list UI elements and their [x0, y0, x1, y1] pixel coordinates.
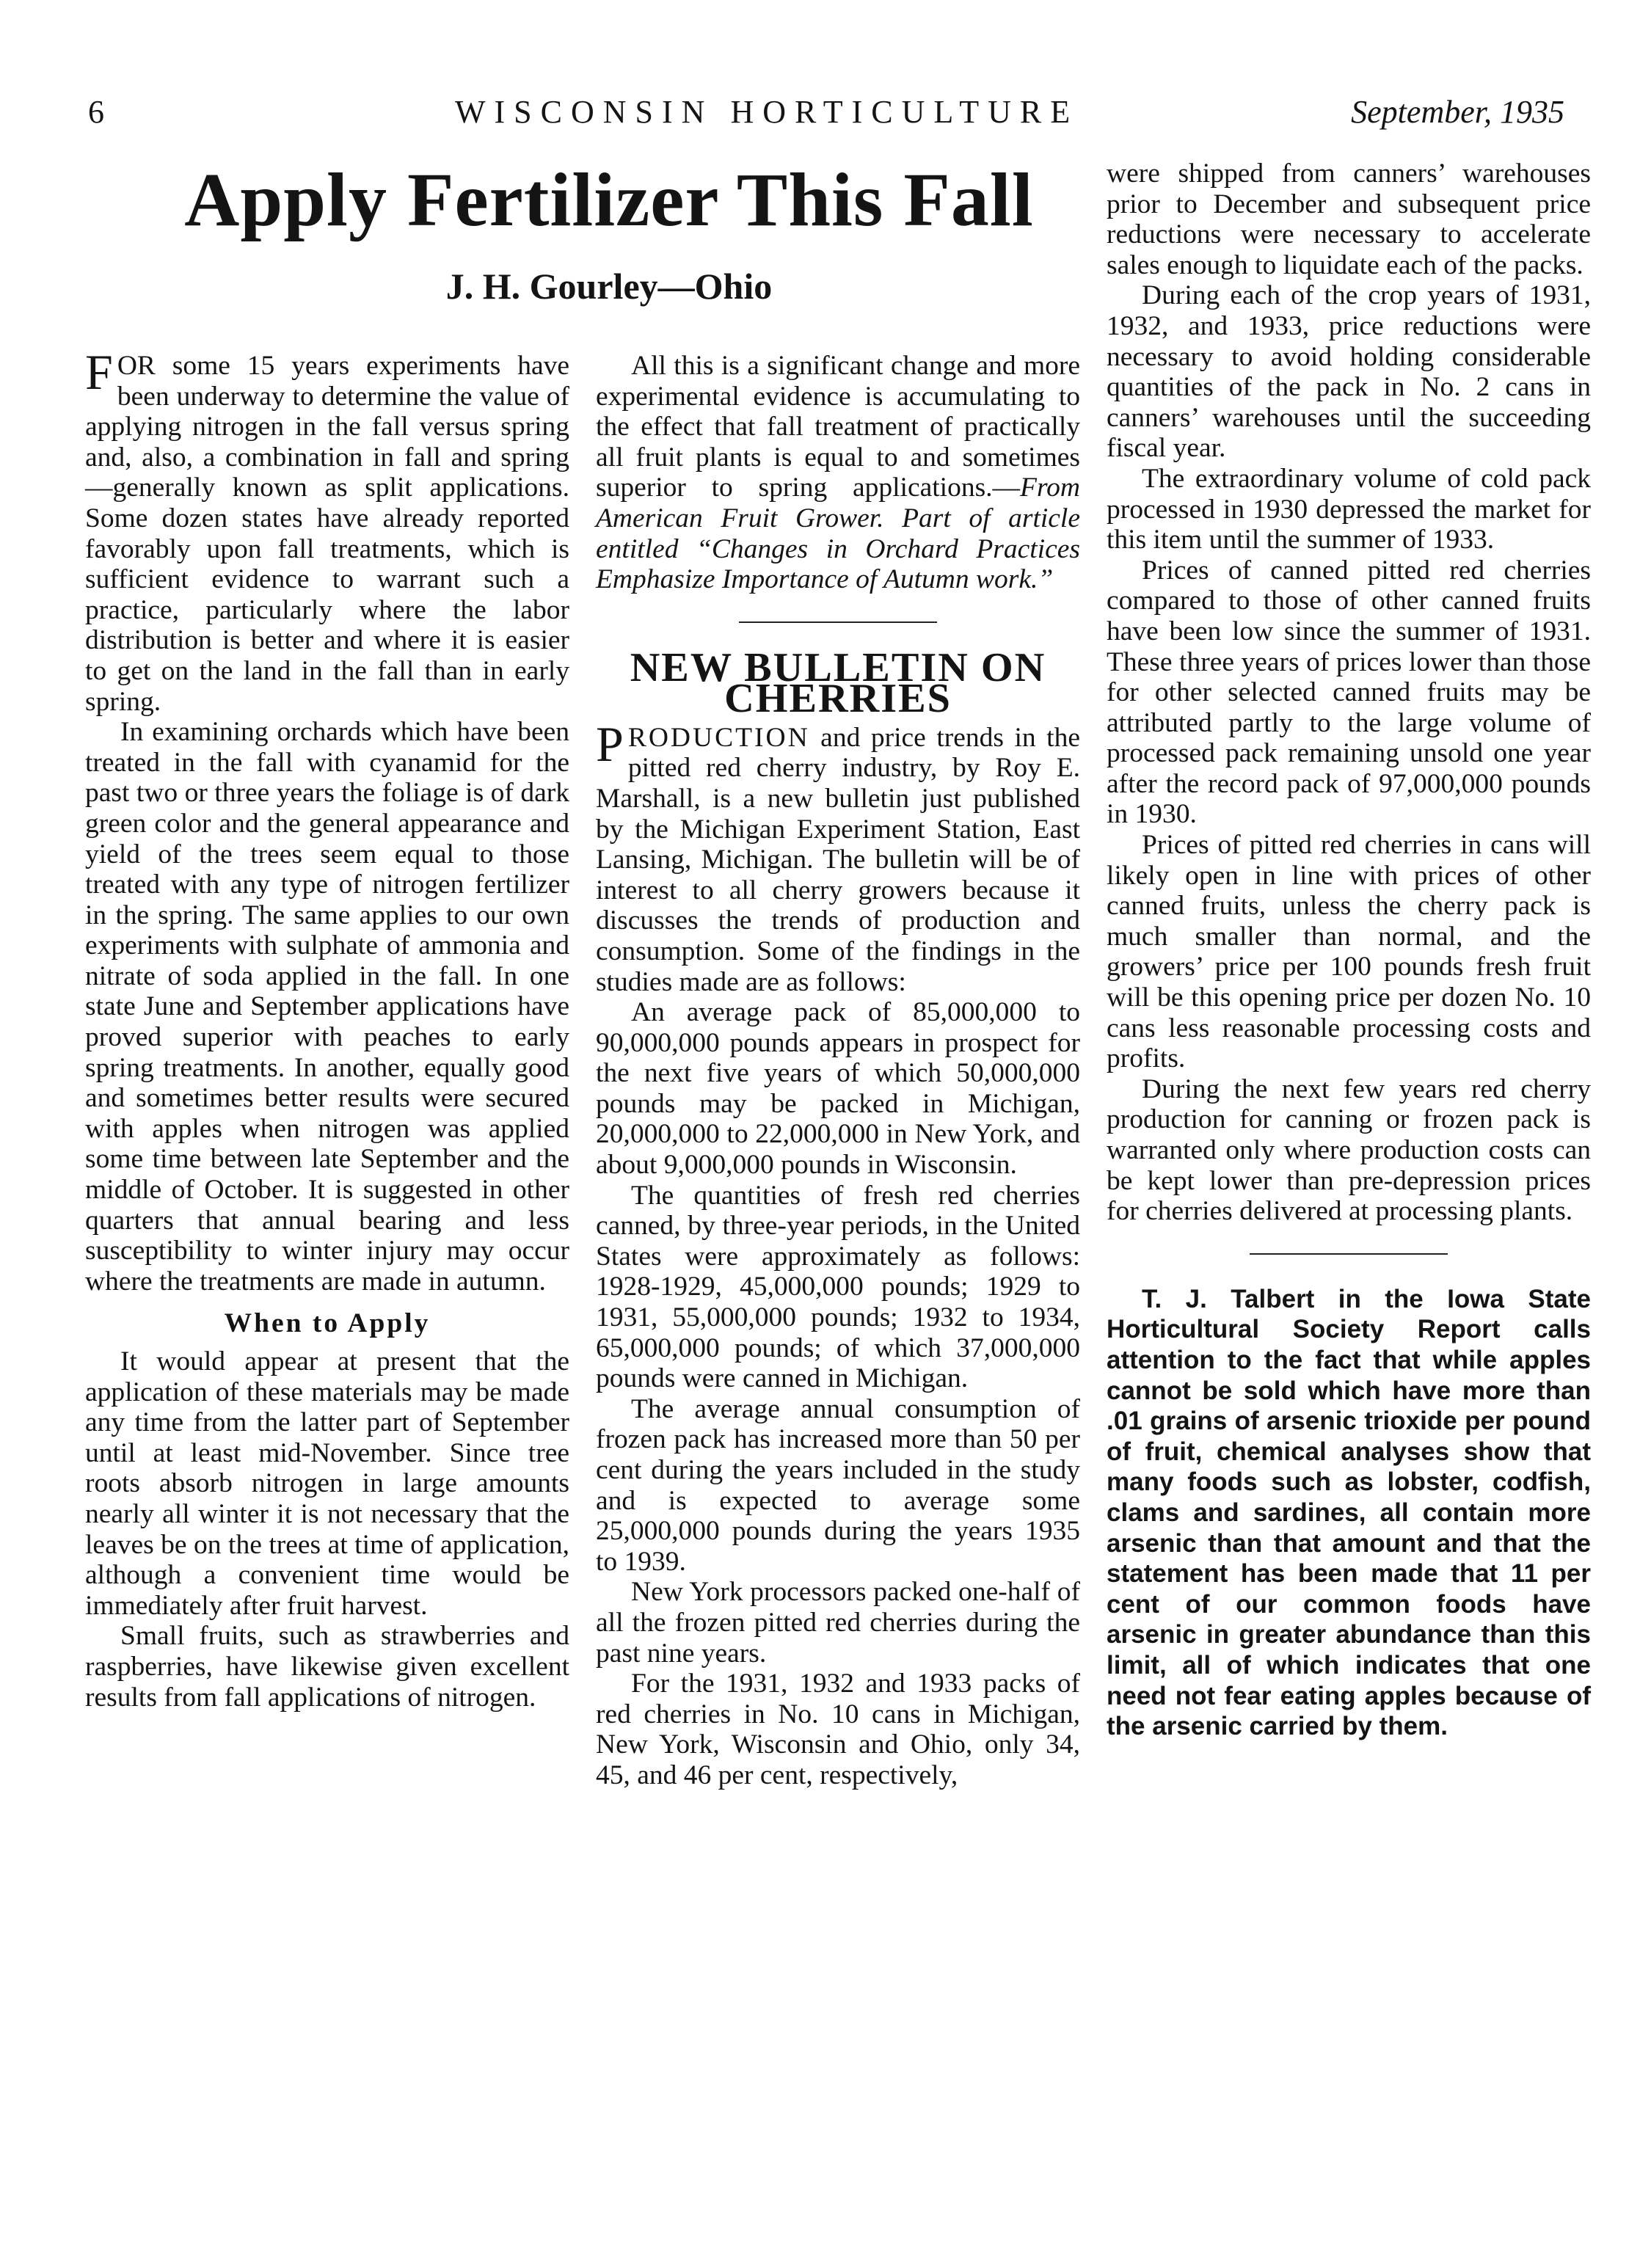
bulletin-paragraph-1 [596, 715, 1080, 997]
bulletin-paragraph-7: During each of the crop years of 1931, 1932, and 1933, price reductions were necessary to avoid holding considerable quantities of the pack in No. 2 cans in canners’ warehouses until the succeeding fiscal year. [1107, 280, 1591, 464]
bulletin-paragraph-6: For the 1931, 1932 and 1933 packs of red cherries in No. 10 cans in Michigan, New York, Wisconsin and Ohio, only 34, 45, and 46 per cent, respectively, [596, 1669, 1080, 1790]
drop-cap: F [85, 344, 113, 400]
bulletin-paragraph-8: The extraordinary volume of cold pack processed in 1930 depressed the market for this item until the summer of 1933. [1107, 463, 1591, 555]
bulletin-paragraph-9: Prices of canned pitted red cherries compared to those of other canned fruits have been low since the summer of 1931. These three years of prices lower than those for other selected canned fruits may be attributed partly to the large volume of processed pack remaining unsold one year after the record pack of 97,000,000 pounds in 1930. [1107, 555, 1591, 830]
bulletin-paragraph-3: The quantities of fresh red cherries canned, by three-year periods, in the United States were approximately as follows: 1928-1929, 45,000,000 pounds; 1929 to 1931, 55,000,000 pounds; 1932 to 1934, 65,000,000 pounds; of which 37,000,000 pounds were canned in Michigan. [596, 1180, 1080, 1394]
article-paragraph-2: In examining orchards which have been treated in the fall with cyanamid for the past two or three years the foliage is of dark green color and the general appearance and yield of the trees seem equal to those treated with any type of nitrogen fertilizer in the spring. The same applies to our own experiments with sulphate of ammonia and nitrate of soda applied in the fall. In one state June and September applications have proved superior with peaches to early spring treatments. In another, equally good and sometimes better results were secured with apples when nitrogen was applied some time between late September and the middle of October. It is suggested in other quarters that annual bearing and less susceptibility to winter injury may occur where the treatments are made in autumn. [85, 717, 569, 1297]
article-paragraph-5-text: All this is a significant change and more experimental evidence is accumulating to the effect that fall treatment of practically all fruit plants is equal to and sometimes superior to spring applications.— [596, 351, 1080, 503]
article-paragraph-1-text: OR some 15 years experiments have been underway to determine the value of applying nitrogen in the fall versus spring and, also, a combination in fall and spring—generally known as split applications. Some dozen states have already reported favorably upon fall treatments, which is sufficient evidence to warrant such a practice, particularly where the labor distribution is better and where it is easier to get on the land in the fall than in early spring. [85, 351, 569, 717]
article-source-credit: From American Fruit Grower. Part of article entitled “Changes in Orchard Practices Emphasize Importance of Autumn work.” [596, 473, 1080, 595]
column-1 [85, 344, 569, 1713]
article-headline: Apply Fertilizer This Fall [184, 158, 1034, 242]
drop-cap: P [596, 715, 624, 772]
bulletin-paragraph-11: During the next few years red cherry production for canning or frozen pack is warranted only where production costs can be kept lower than pre-depression prices for cherries delivered at processing plants. [1107, 1073, 1591, 1227]
bulletin-paragraph-5: New York processors packed one-half of all the frozen pitted red cherries during the past nine years. [596, 1577, 1080, 1669]
article-paragraph-3: It would appear at present that the application of these materials may be made any time from the latter part of September until at least mid-November. Since tree roots absorb nitrogen in large amounts nearly all winter it is not necessary that the leaves be on the trees at time of application, although a convenient time would be immediately after fruit harvest. [85, 1346, 569, 1621]
article-paragraph-4: Small fruits, such as strawberries and raspberries, have likewise given excellent results from fall applications of nitrogen. [85, 1621, 569, 1713]
section-subhead: When to Apply [224, 1308, 431, 1339]
bulletin-headline: NEW BULLETIN ON CHERRIES [630, 644, 1046, 721]
bulletin-paragraph-4: The average annual consumption of frozen pack has increased more than 50 per cent during the years included in the study and is expected to average some 25,000,000 pounds during the years 1935 to 1939. [596, 1393, 1080, 1577]
bulletin-paragraph-10: Prices of pitted red cherries in cans will likely open in line with prices of other canned fruits, unless the cherry pack is much smaller than normal, and the growers’ price per 100 pounds fresh fruit will be this opening price per dozen No. 10 cans less reasonable processing costs and profits. [1107, 830, 1591, 1074]
article-byline: J. H. Gourley—Ohio [445, 266, 773, 307]
column-3 [1107, 158, 1591, 1742]
article-paragraph-1 [85, 344, 569, 717]
section-divider [739, 621, 937, 623]
column-2 [596, 351, 1080, 1791]
running-head-title: WISCONSIN HORTICULTURE [455, 94, 1079, 130]
page-number: 6 [88, 94, 104, 130]
bulletin-paragraph-6-continued: were shipped from canners’ warehouses prior to December and subsequent price reductions were necessary to accelerate sales enough to liquidate each of the packs. [1107, 158, 1591, 280]
arsenic-note: T. J. Talbert in the Iowa State Horticultural Society Report calls attention to the fact that while apples cannot be sold which have more than .01 grains of arsenic trioxide per pound of fruit, chemical analyses show that many foods such as lobster, codfish, clams and sardines, all contain more arsenic than that amount and that the statement has been made that 11 per cent of our common foods have arsenic in greater abundance than this limit, all of which indicates that one need not fear eating apples because of the arsenic carried by them. [1107, 1284, 1591, 1741]
article-paragraph-5 [596, 351, 1080, 595]
section-divider [1250, 1253, 1448, 1255]
bulletin-paragraph-1-text: and price trends in the pitted red cherry industry, by Roy E. Marshall, is a new bulletin just published by the Michigan Experiment Station, East Lansing, Michigan. The bulletin will be of interest to all cherry growers because it discusses the trends of production and consumption. Some of the findings in the studies made are as follows: [596, 722, 1080, 997]
article-title-block [88, 154, 1130, 308]
lead-word: RODUCTION [627, 722, 810, 753]
issue-date: September, 1935 [1351, 94, 1564, 130]
bulletin-paragraph-2: An average pack of 85,000,000 to 90,000,000 pounds appears in prospect for the next five years of which 50,000,000 pounds may be packed in Michigan, 20,000,000 to 22,000,000 in New York, and about 9,000,000 pounds in Wisconsin. [596, 997, 1080, 1181]
